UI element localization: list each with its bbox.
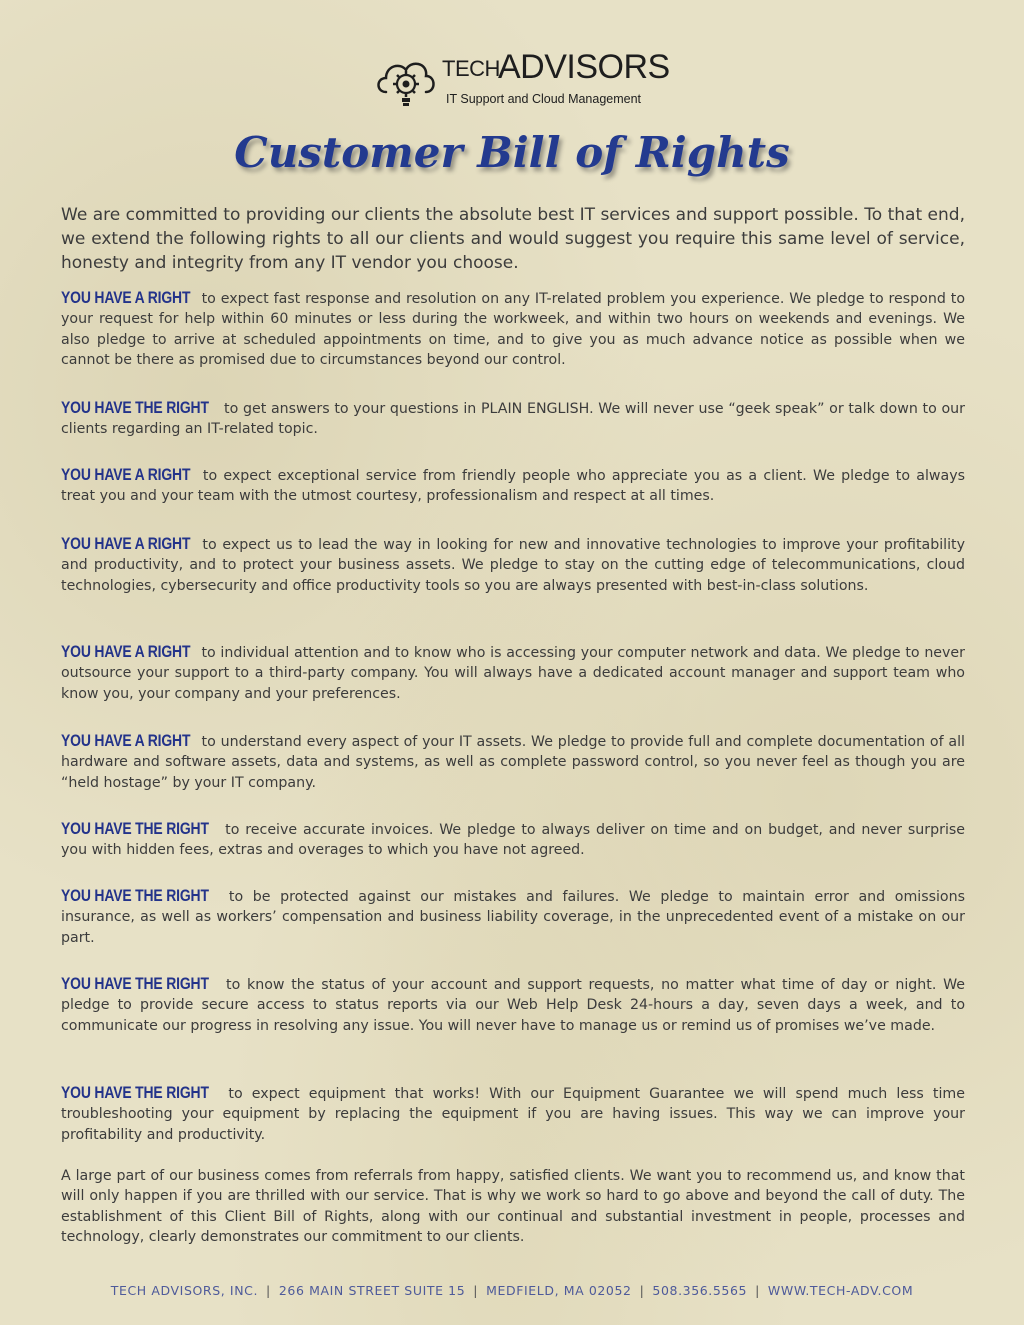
logo-tagline: IT Support and Cloud Management bbox=[446, 92, 642, 106]
intro-paragraph: We are committed to providing our clients the absolute best IT services and support possible. To that end, we extend the following rights to all our clients and would suggest you require this same level of service, honesty and integrity from any IT vendor you choose. bbox=[61, 205, 965, 273]
footer-contact-line bbox=[0, 1283, 1024, 1298]
right-item bbox=[61, 465, 965, 507]
right-text: to get answers to your questions in PLAIN ENGLISH. We will never use “geek speak” or talk down to our clients regarding an IT-related topic. bbox=[61, 401, 966, 438]
right-text: to receive accurate invoices. We pledge to always deliver on time and on budget, and never surprise you with hidden fees, extras and overages to which you have not agreed. bbox=[61, 822, 966, 859]
logo-tech-text: TECH bbox=[442, 56, 500, 81]
right-text: to expect us to lead the way in looking for new and innovative technologies to improve your profitability and productivity, and to protect your business assets. We pledge to stay on the cutting edge of telecommunications, cloud technologies, cybersecurity and office productivity tools so you are always presented with best-in-class solutions. bbox=[61, 537, 966, 594]
right-text: to know the status of your account and support requests, no matter what time of day or night. We pledge to provide secure access to status reports via our Web Help Desk 24-hours a day, seven days a week, and to communicate our progress in resolving any issue. You will never have to manage us or remind us of promises we’ve made. bbox=[61, 977, 966, 1034]
closing-paragraph: A large part of our business comes from referrals from happy, satisfied clients. We want you to recommend us, and know that will only happen if you are thrilled with our service. That is why we work so hard to go above and beyond the call of duty. The establishment of this Client Bill of Rights, along with our continual and substantial investment in people, processes and technology, clearly demonstrates our commitment to our clients. bbox=[61, 1168, 965, 1246]
right-item bbox=[61, 886, 965, 948]
cloud-lightbulb-gear-icon bbox=[374, 52, 438, 112]
right-lead: YOU HAVE A RIGHT bbox=[61, 534, 191, 553]
right-item bbox=[61, 288, 965, 371]
footer-separator: | bbox=[639, 1283, 645, 1298]
page-title: Customer Bill of Rights bbox=[234, 128, 790, 177]
right-lead: YOU HAVE THE RIGHT bbox=[61, 398, 209, 417]
right-lead: YOU HAVE THE RIGHT bbox=[61, 886, 209, 905]
footer-city: MEDFIELD, MA 02052 bbox=[486, 1283, 632, 1298]
right-item bbox=[61, 1083, 965, 1145]
right-text: to expect exceptional service from friendly people who appreciate you as a client. We pledge to always treat you and your team with the utmost courtesy, professionalism and respect at all times. bbox=[61, 468, 965, 505]
right-item bbox=[61, 398, 965, 440]
right-lead: YOU HAVE THE RIGHT bbox=[61, 974, 209, 993]
right-item bbox=[61, 819, 965, 861]
right-text: to expect fast response and resolution on any IT-related problem you experience. We pledge to respond to your request for help within 60 minutes or less during the workweek, and within two hours on weekends and evenings. We also pledge to arrive at scheduled appointments on time, and to give you as much advance notice as possible when we cannot be there as promised due to circumstances beyond our control. bbox=[61, 291, 966, 369]
footer-separator: | bbox=[755, 1283, 760, 1298]
footer-website: WWW.TECH-ADV.COM bbox=[767, 1283, 914, 1298]
footer-phone: 508.356.5565 bbox=[652, 1283, 748, 1298]
logo-advisors-text: ADVISORS bbox=[498, 48, 670, 86]
company-logo bbox=[374, 46, 670, 116]
right-lead: YOU HAVE A RIGHT bbox=[61, 465, 191, 484]
footer-separator: | bbox=[266, 1283, 271, 1298]
right-lead: YOU HAVE A RIGHT bbox=[61, 642, 191, 661]
right-item bbox=[61, 731, 965, 793]
right-item bbox=[61, 974, 965, 1036]
right-item bbox=[61, 642, 965, 704]
footer-address: 266 MAIN STREET SUITE 15 bbox=[278, 1283, 466, 1298]
footer-separator: | bbox=[473, 1283, 479, 1298]
right-text: to individual attention and to know who is accessing your computer network and data. We pledge to never outsource your support to a third-party company. You will always have a dedicated account manager and support team who know you, your company and your preferences. bbox=[61, 645, 965, 702]
right-text: to understand every aspect of your IT assets. We pledge to provide full and complete documentation of all hardware and software assets, data and systems, as well as complete password control, so you never feel as though you are “held hostage” by your IT company. bbox=[61, 734, 965, 791]
right-lead: YOU HAVE A RIGHT bbox=[61, 731, 191, 750]
right-lead: YOU HAVE THE RIGHT bbox=[61, 1083, 209, 1102]
footer-company: TECH ADVISORS, INC. bbox=[110, 1283, 259, 1298]
right-lead: YOU HAVE A RIGHT bbox=[61, 288, 191, 307]
right-lead: YOU HAVE THE RIGHT bbox=[61, 819, 209, 838]
right-text: to expect equipment that works! With our Equipment Guarantee we will spend much less time troubleshooting your equipment by replacing the equipment if you are having issues. This way we can improve your profitability and productivity. bbox=[61, 1086, 965, 1143]
right-item bbox=[61, 534, 965, 596]
right-text: to be protected against our mistakes and failures. We pledge to maintain error and omissions insurance, as well as workers’ compensation and business liability coverage, in the unprecedented event of a mistake on our part. bbox=[61, 889, 965, 946]
